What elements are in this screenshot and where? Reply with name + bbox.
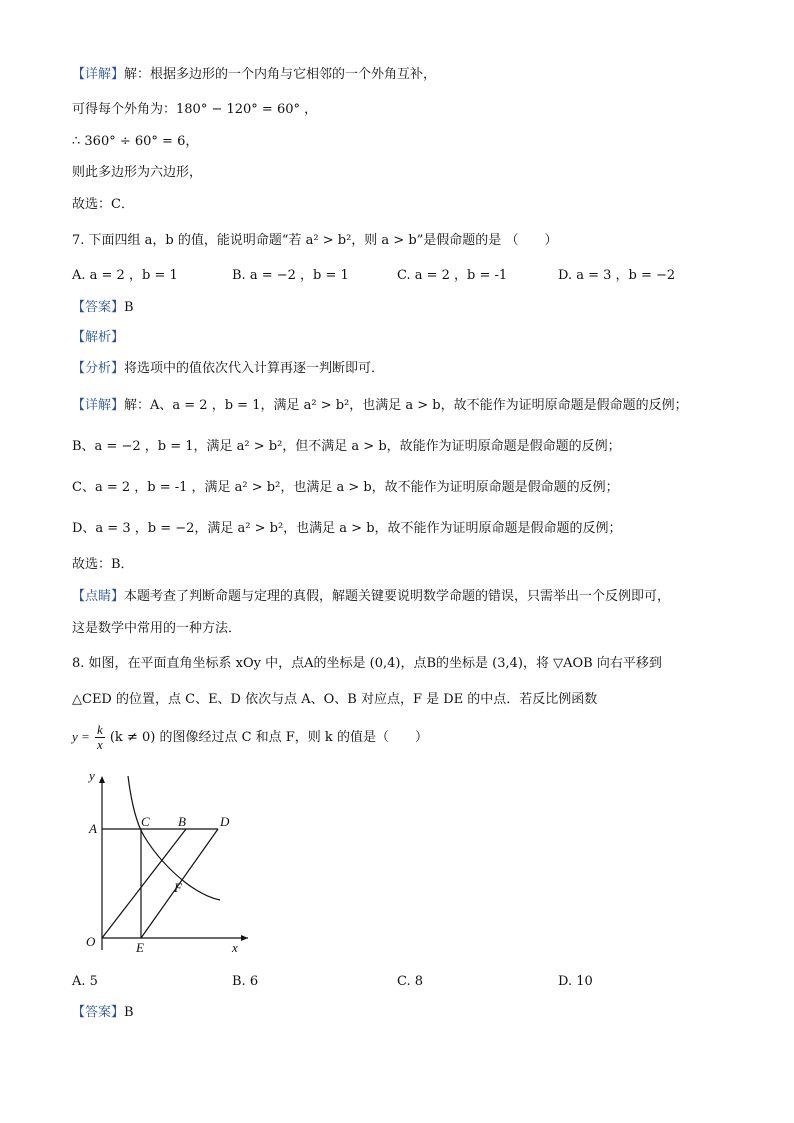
q8-answer-line [72,1004,134,1022]
q7-detail-line-3: C、a = 2 ，b = -1 ，满足 a² > b²，也满足 a > b，故不能作为证明原命题是假命题的反例； [72,480,619,495]
label-a: A [89,821,97,836]
q7-detail-line-1 [72,397,688,415]
label-c: C [141,814,150,829]
q8-option-b: B. 6 [232,974,259,989]
fenxi-tag: 【分析】 [72,361,125,376]
label-o: O [86,934,96,949]
q8-option-c: C. 8 [397,974,424,989]
q8-fraction-denominator: x [96,737,103,752]
prev-line-5: 故选：C． [72,197,134,212]
detail-tag: 【详解】 [72,67,125,82]
q7-option-d: D. a = 3 ，b = −2 [558,268,676,283]
q8-option-a: A. 5 [72,974,98,989]
prev-detail-line [72,66,436,84]
dianjing-tag: 【点睛】 [72,589,125,604]
label-d: D [220,814,230,829]
y-axis-arrow [99,776,105,783]
answer-tag: 【答案】 [72,1005,125,1020]
q7-analysis-line [72,329,124,347]
q8-fraction [95,723,105,752]
q7-choose: 故选：B． [72,557,134,572]
answer-tag: 【答案】 [72,300,125,315]
fenxi-text: 将选项中的值依次代入计算再逐一判断即可． [124,361,385,376]
prev-line-2: 可得每个外角为：180° − 120° = 60° ， [72,102,318,117]
label-f: F [174,880,182,895]
label-b: B [178,814,186,829]
answer-value: B [124,1005,134,1020]
q7-detail-line-2: B、a = −2 ，b = 1，满足 a² > b²，但不满足 a > b，故能作为证明原命题是假命题的反例； [72,439,621,454]
answer-value: B [124,300,134,315]
q7-option-b: B. a = −2 ，b = 1 [232,268,349,283]
q8-coordinate-diagram [78,768,258,958]
x-axis-arrow [241,935,248,941]
detail-tag: 【详解】 [72,398,125,413]
label-x: x [232,940,238,955]
q7-option-c: C. a = 2 ，b = -1 [397,268,508,283]
detail-text: 解：根据多边形的一个内角与它相邻的一个外角互补， [124,67,437,82]
q8-function-suffix: (k ≠ 0) 的图像经过点 C 和点 F，则 k 的值是（ ） [109,730,428,745]
q8-stem-3 [72,723,428,752]
detail-text: 解：A、a = 2 ，b = 1，满足 a² > b²，也满足 a > b，故不能作为证明原命题是假命题的反例； [124,398,688,413]
dianjing-text: 本题考查了判断命题与定理的真假，解题关键要说明数学命题的错误，只需举出一个反例即可， [124,589,671,604]
prev-line-4: 则此多边形为六边形， [72,165,203,180]
q7-dianjing-line-2: 这是数学中常用的一种方法． [72,621,242,636]
q7-dianjing-line [72,588,670,606]
label-e: E [136,940,144,955]
q8-function-prefix: y = [72,729,90,744]
q8-fraction-numerator: k [96,722,103,737]
q7-option-a: A. a = 2 ，b = 1 [72,268,178,283]
q7-fenxi-line [72,360,384,378]
analysis-tag: 【解析】 [72,330,125,345]
label-y: y [89,768,95,783]
q7-detail-line-4: D、a = 3 ，b = −2，满足 a² > b²，也满足 a > b，故不能作为证明原命题是假命题的反例； [72,521,622,536]
q8-option-d: D. 10 [558,974,593,989]
q8-stem-2: △CED 的位置，点 C、E、D 依次与点 A、O、B 对应点，F 是 DE 的中点．若反比例函数 [72,692,598,707]
q8-stem-1: 8. 如图，在平面直角坐标系 xOy 中，点A的坐标是 (0,4)，点B的坐标是 (3,4)，将 ▽AOB 向右平移到 [72,656,662,671]
prev-line-3: ∴ 360° ÷ 60° = 6， [72,134,199,149]
q7-stem: 7. 下面四组 a，b 的值，能说明命题“若 a² > b²，则 a > b”是假命题的是 （ ） [72,233,558,248]
q7-answer-line [72,299,134,317]
